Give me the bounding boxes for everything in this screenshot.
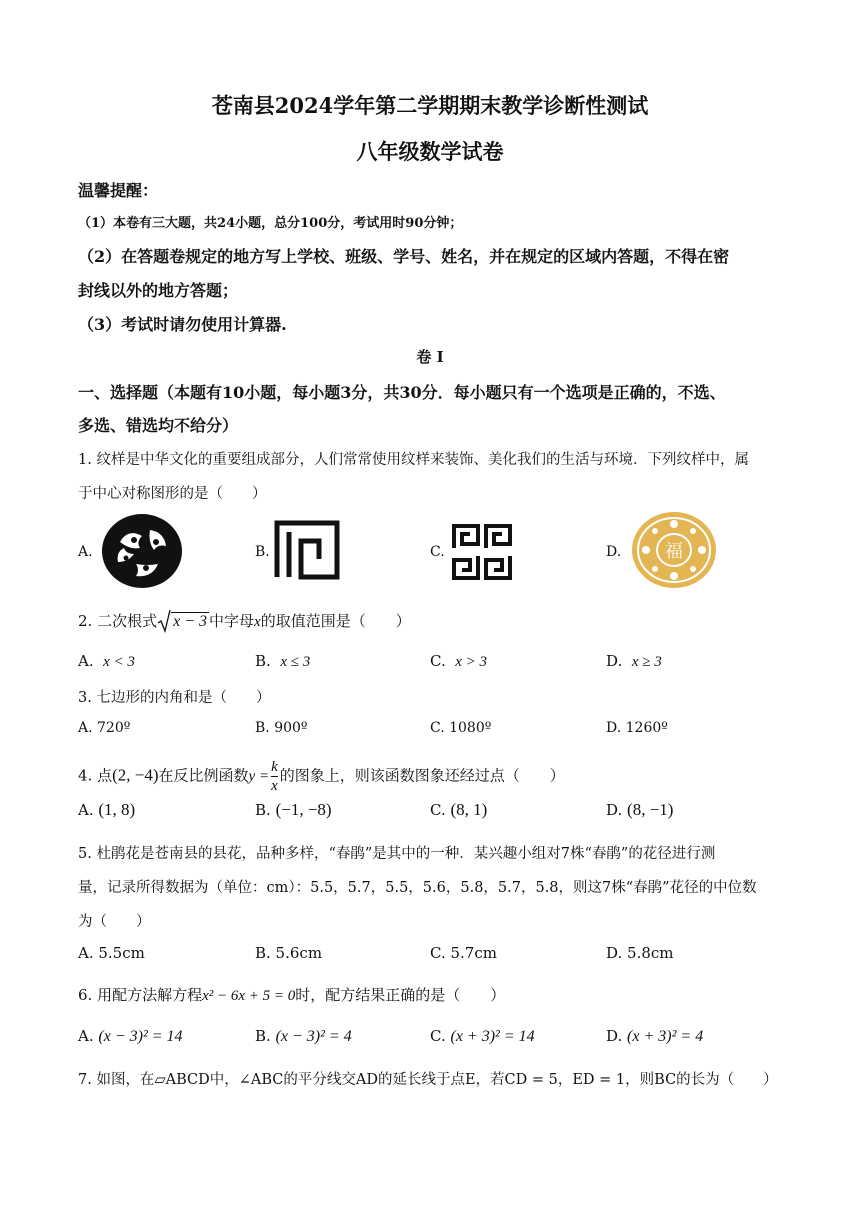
q2-option-d: D. x ≥ 3 xyxy=(606,652,662,670)
q4-option-a: A. (1, 8) xyxy=(78,800,136,819)
q2-stem xyxy=(78,610,411,631)
q2-option-a: A. x < 3 xyxy=(78,652,135,670)
q4-prefix: 4. 点 xyxy=(78,766,113,785)
notice-item-2b: 封线以外的地方答题； xyxy=(78,281,239,300)
q6-option-b: B. (x − 3)² = 4 xyxy=(255,1027,352,1045)
q2-suffix: 的取值范围是（ ） xyxy=(260,612,411,630)
q5-option-d: D. 5.8cm xyxy=(606,944,674,962)
notice-item-2a: （2）在答题卷规定的地方写上学校、班级、学号、姓名，并在规定的区域内答题，不得在密 xyxy=(78,247,730,266)
q1-option-a-label: A. xyxy=(78,544,93,560)
q3-stem: 3. 七边形的内角和是（ ） xyxy=(78,690,271,706)
q5-text-a: 5. 杜鹃花是苍南县的县花，品种多样，“春鹃”是其中的一种．某兴趣小组对7株“春鹃”的花径进行测 xyxy=(78,846,716,862)
q1-option-c-label: C. xyxy=(430,544,445,560)
q4-point: (2, −4) xyxy=(112,765,159,785)
radical-sign-icon xyxy=(157,609,171,633)
q7-stem: 7. 如图，在▱ABCD中，∠ABC的平分线交AD的延长线于点E，若CD = 5，ED = 1，则BC的长为（ ） xyxy=(78,1072,778,1088)
notice-heading: 温馨提醒： xyxy=(78,181,159,200)
q4-denominator: x xyxy=(271,778,278,794)
q6-option-a: A. (x − 3)² = 14 xyxy=(78,1027,183,1045)
q4-option-d: D. (8, −1) xyxy=(606,800,674,819)
q1-option-d-label: D. xyxy=(606,544,622,560)
volume-label: 卷 I xyxy=(416,348,444,366)
section-heading-b: 多选、错选均不给分） xyxy=(78,416,239,435)
q5-text-b: 量，记录所得数据为（单位：cm）：5.5，5.7，5.5，5.6，5.8，5.7，5.8，则这7株“春鹃”花径的中位数 xyxy=(78,880,757,896)
q4-mid: 在反比例函数 xyxy=(158,766,249,785)
q4-fraction xyxy=(271,758,278,795)
q3-option-c: C. 1080º xyxy=(430,720,492,736)
section-heading-a: 一、选择题（本题有10小题，每小题3分，共30分．每小题只有一个选项是正确的，不选、 xyxy=(78,383,726,402)
q2-var: x xyxy=(254,614,261,630)
q2-radical xyxy=(157,613,209,631)
q2-mid: 中字母 xyxy=(209,612,255,630)
q4-func-lhs: y = xyxy=(248,768,270,785)
q2-option-c: C. x > 3 xyxy=(430,652,488,670)
exam-subtitle: 八年级数学试卷 xyxy=(356,139,504,164)
q2-option-b: B. x ≤ 3 xyxy=(255,652,311,670)
q6-stem xyxy=(78,984,505,1005)
q4-suffix: 的图象上，则该函数图象还经过点（ ） xyxy=(279,766,565,785)
fu-character: 福 xyxy=(665,541,683,562)
q6-option-c: C. (x + 3)² = 14 xyxy=(430,1027,535,1045)
fu-medallion-figure xyxy=(630,510,718,590)
q1-text-a: 1. 纹样是中华文化的重要组成部分，人们常常使用纹样来装饰、美化我们的生活与环境．下列纹样中，属 xyxy=(78,452,749,468)
q5-option-c: C. 5.7cm xyxy=(430,944,497,962)
q3-option-b: B. 900º xyxy=(255,720,308,736)
fret-pattern-figure xyxy=(274,520,340,580)
q4-stem xyxy=(78,758,565,795)
q6-suffix: 时，配方结果正确的是（ ） xyxy=(295,986,506,1004)
meander-pattern-figure xyxy=(450,522,514,582)
q1-option-b-label: B. xyxy=(255,544,270,560)
notice-item-1: （1）本卷有三大题，共24小题，总分100分，考试用时90分钟； xyxy=(78,216,463,231)
q4-option-b: B. (−1, −8) xyxy=(255,800,332,819)
q3-option-a: A. 720º xyxy=(78,720,131,736)
q1-text-b: 于中心对称图形的是（ ） xyxy=(78,486,267,502)
q5-option-b: B. 5.6cm xyxy=(255,944,323,962)
q5-text-c: 为（ ） xyxy=(78,914,151,930)
q6-prefix: 6. 用配方法解方程 xyxy=(78,986,203,1004)
q2-prefix: 2. 二次根式 xyxy=(78,612,158,630)
q4-numerator: k xyxy=(271,759,278,775)
q5-option-a: A. 5.5cm xyxy=(78,944,145,962)
q6-option-d: D. (x + 3)² = 4 xyxy=(606,1027,704,1045)
q3-option-d: D. 1260º xyxy=(606,720,668,736)
q2-radicand: x − 3 xyxy=(173,613,207,630)
notice-item-3: （3）考试时请勿使用计算器. xyxy=(78,315,287,334)
q4-option-c: C. (8, 1) xyxy=(430,800,488,819)
cloud-pattern-figure xyxy=(100,512,184,590)
q6-equation: x² − 6x + 5 = 0 xyxy=(202,988,296,1004)
exam-title: 苍南县2024学年第二学期期末教学诊断性测试 xyxy=(211,93,649,118)
